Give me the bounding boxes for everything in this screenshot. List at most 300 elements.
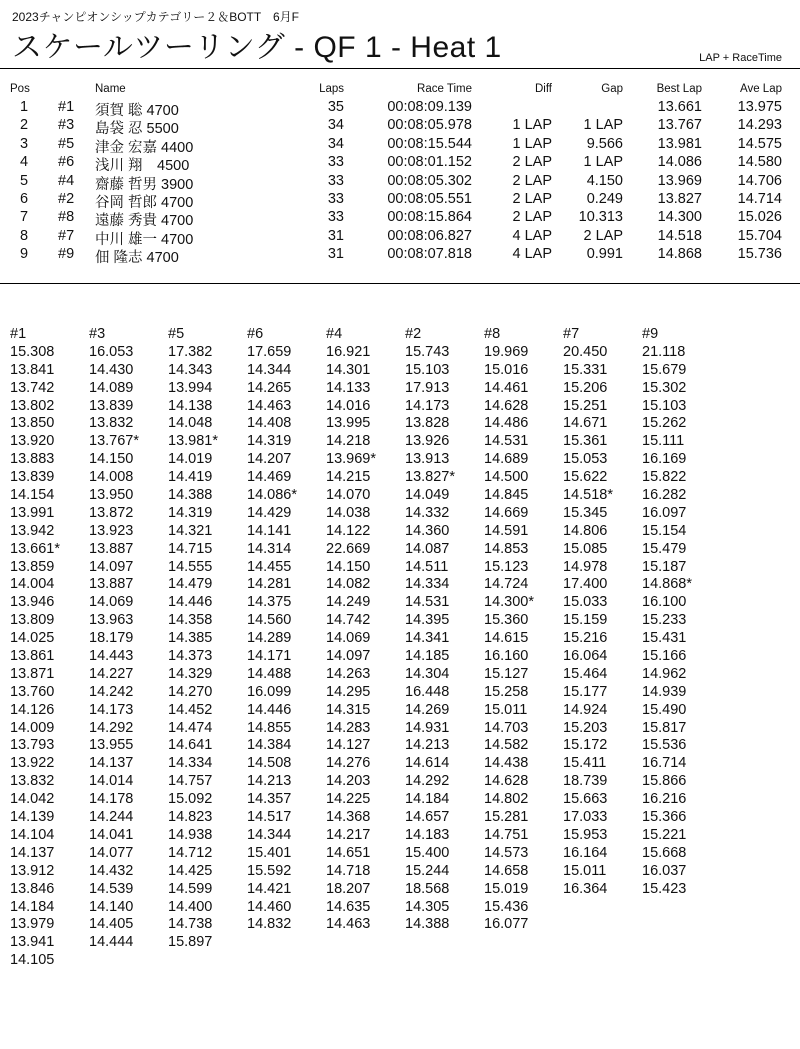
lap-time: 14.628 [484,397,529,414]
lap-column [10,326,89,970]
lap-time: 13.793 [10,737,55,754]
lap-time: 14.461 [484,379,529,396]
lap-column-header: #6 [247,326,264,342]
lap-time: 15.127 [484,665,529,682]
lap-time: 15.953 [563,826,608,843]
page-title: スケールツーリング - QF 1 - Heat 1 [12,31,502,64]
lap-time: 15.411 [563,755,607,772]
lap-time: 14.140 [89,898,134,915]
lap-time: 14.641 [168,737,213,754]
lap-time: 14.718 [326,862,371,879]
lap-time: 13.742 [10,379,55,396]
lap-time: 14.217 [326,826,371,843]
ave-lap-cell: 15.704 [737,227,782,244]
lap-time: 14.184 [405,791,450,808]
ave-lap-cell: 13.975 [737,99,782,115]
lap-time: 15.679 [642,361,687,378]
lap-time: 14.008 [89,469,134,486]
car-number-cell: #9 [58,246,75,263]
lap-time: 14.334 [405,576,450,593]
lap-time: 15.016 [484,361,529,378]
lap-time: 15.308 [10,343,55,360]
lap-time: 15.103 [405,361,450,378]
lap-time: 15.085 [563,540,608,557]
driver-name-cell: 遠藤 秀貴 4700 [95,213,194,230]
lap-time: 14.368 [326,809,371,826]
laps-cell: 33 [327,190,344,207]
race-time-cell: 00:08:05.551 [387,190,472,207]
best-lap-cell: 13.767 [657,117,702,134]
lap-time: 13.887 [89,576,134,593]
lap-time: 14.244 [89,809,134,826]
pos-cell: 8 [19,227,29,244]
lap-time: 14.357 [247,791,292,808]
pos-cell: 1 [19,99,29,115]
lap-time: 13.661* [10,540,60,557]
lap-time: 14.978 [563,558,608,575]
lap-time: 14.430 [89,361,134,378]
lap-time: 14.139 [10,809,55,826]
lap-time: 14.373 [168,648,213,665]
lap-time: 14.444 [89,934,134,951]
lap-time: 14.751 [484,826,529,843]
lap-column [326,326,405,970]
car-number-cell: #6 [58,154,75,171]
driver-name-cell: 津金 宏嘉 4400 [95,139,194,156]
lap-time: 15.053 [563,451,608,468]
diff-cell: 4 LAP [512,227,552,244]
lap-time: 15.331 [563,361,608,378]
car-number-cell: #3 [58,117,75,134]
lap-time: 15.822 [642,469,687,486]
lap-time: 14.479 [168,576,213,593]
lap-time: 14.314 [247,540,292,557]
lap-time: 14.077 [89,844,134,861]
lap-time: 14.806 [563,522,608,539]
lap-time: 15.622 [563,469,608,486]
lap-time: 14.185 [405,648,450,665]
lap-time: 14.757 [168,773,213,790]
lap-time: 15.345 [563,504,608,521]
lap-time: 13.861 [10,648,55,665]
lap-column [484,326,563,970]
lap-time: 14.388 [168,487,213,504]
race-time-cell: 00:08:05.978 [387,117,472,134]
lap-column-header: #4 [326,326,343,342]
lap-time: 14.469 [247,469,292,486]
lap-time: 14.384 [247,737,292,754]
lap-time: 14.689 [484,451,529,468]
lap-time: 15.019 [484,880,529,897]
lap-time: 14.832 [247,916,292,933]
lap-time: 15.011 [563,862,607,879]
pos-cell: 5 [19,172,29,189]
lap-time: 16.216 [642,791,687,808]
car-number-cell: #2 [58,190,75,207]
best-lap-cell: 13.661 [657,99,702,115]
gap-cell: 0.249 [586,190,623,207]
lap-time: 15.817 [642,719,687,736]
lap-time: 14.019 [168,451,213,468]
lap-time: 14.500 [484,469,529,486]
lap-time: 14.591 [484,522,529,539]
lap-time: 14.531 [484,433,529,450]
lap-time: 16.097 [642,504,687,521]
lap-time: 14.939 [642,683,687,700]
driver-name-cell: 谷岡 哲郎 4700 [95,194,194,211]
ave-lap-cell: 14.714 [737,190,782,207]
lap-time: 14.628 [484,773,529,790]
lap-time: 15.233 [642,612,687,629]
lap-time: 15.258 [484,683,529,700]
lap-time: 15.302 [642,379,687,396]
lap-time: 14.105 [10,952,55,969]
lap-time: 15.216 [563,630,608,647]
lap-time: 13.994 [168,379,213,396]
lap-time: 14.845 [484,487,529,504]
lap-time: 19.969 [484,343,529,360]
lap-time: 14.301 [326,361,371,378]
lap-time: 14.582 [484,737,529,754]
lap-time: 14.395 [405,612,450,629]
lap-column-header: #2 [405,326,422,342]
best-lap-cell: 14.518 [657,227,702,244]
lap-column [405,326,484,970]
lap-time: 15.592 [247,862,292,879]
lap-time: 15.281 [484,809,529,826]
lap-time: 16.282 [642,487,687,504]
lap-time: 14.173 [405,397,450,414]
lap-time: 14.315 [326,701,371,718]
lap-time: 18.568 [405,880,450,897]
ave-lap-cell: 15.736 [737,246,782,263]
lap-time: 13.969* [326,451,376,468]
diff-cell: 2 LAP [512,172,552,189]
lap-time: 13.871 [10,665,55,682]
ave-lap-cell: 14.580 [737,154,782,171]
gap-cell: 2 LAP [583,227,623,244]
lap-time: 14.463 [326,916,371,933]
lap-time: 14.213 [405,737,450,754]
lap-column [642,326,721,970]
header-divider [0,68,800,69]
driver-name-cell: 齋藤 哲男 3900 [95,176,194,193]
driver-name-cell: 佃 隆志 4700 [95,250,179,267]
lap-time: 13.841 [10,361,55,378]
lap-time: 14.082 [326,576,371,593]
lap-time: 14.518* [563,487,613,504]
gap-cell: 4.150 [586,172,623,189]
lap-time: 14.004 [10,576,55,593]
lap-time: 14.463 [247,397,292,414]
lap-time: 13.850 [10,415,55,432]
lap-time: 14.025 [10,630,55,647]
lap-time: 14.724 [484,576,529,593]
lap-time: 15.092 [168,791,213,808]
lap-time: 14.150 [326,558,371,575]
lap-time: 14.207 [247,451,292,468]
col-header-gap: Gap [601,83,623,95]
lap-time: 14.400 [168,898,213,915]
lap-time: 14.319 [247,433,292,450]
lap-time: 14.295 [326,683,371,700]
lap-time: 14.270 [168,683,213,700]
lap-time: 14.305 [405,898,450,915]
lap-time: 14.249 [326,594,371,611]
lap-time: 14.511 [405,558,449,575]
lap-time: 13.963 [89,612,134,629]
lap-time: 14.332 [405,504,450,521]
lap-time: 14.360 [405,522,450,539]
laps-cell: 35 [327,99,344,115]
diff-cell: 2 LAP [512,209,552,226]
ave-lap-cell: 14.575 [737,135,782,152]
lap-time: 14.265 [247,379,292,396]
lap-time: 15.866 [642,773,687,790]
lap-time: 13.946 [10,594,55,611]
lap-time: 14.615 [484,630,529,647]
lap-time: 15.663 [563,791,608,808]
lap-time: 14.283 [326,719,371,736]
lap-time: 13.846 [10,880,55,897]
lap-column-header: #3 [89,326,106,342]
lap-time: 13.828 [405,415,450,432]
lap-time: 14.531 [405,594,450,611]
laps-cell: 33 [327,172,344,189]
lap-time: 14.086* [247,487,297,504]
section-divider [0,283,800,284]
pos-cell: 2 [19,117,29,134]
lap-time: 13.872 [89,504,134,521]
lap-column-header: #8 [484,326,501,342]
lap-time: 14.319 [168,504,213,521]
col-header-laps: Laps [319,83,344,95]
lap-time: 15.668 [642,844,687,861]
best-lap-cell: 14.300 [657,209,702,226]
lap-time: 14.651 [326,844,371,861]
lap-time: 13.912 [10,862,55,879]
race-time-cell: 00:08:15.864 [387,209,472,226]
report-mode-label: LAP + RaceTime [699,52,782,64]
lap-time: 14.138 [168,397,213,414]
lap-time: 14.358 [168,612,213,629]
lap-time: 14.742 [326,612,371,629]
laps-cell: 33 [327,154,344,171]
driver-name-cell: 島袋 忍 5500 [95,121,179,138]
lap-time: 14.446 [168,594,213,611]
lap-time: 14.432 [89,862,134,879]
lap-time: 15.431 [642,630,687,647]
lap-time: 14.443 [89,648,134,665]
lap-time: 14.173 [89,701,134,718]
lap-time: 14.178 [89,791,134,808]
lap-time: 14.855 [247,719,292,736]
lap-time: 13.760 [10,683,55,700]
col-header-pos: Pos [10,83,30,95]
lap-time: 14.446 [247,701,292,718]
lap-time: 15.400 [405,844,450,861]
lap-time: 14.097 [326,648,371,665]
lap-time: 14.009 [10,719,55,736]
lap-time: 15.103 [642,397,687,414]
lap-time: 14.474 [168,719,213,736]
pos-cell: 7 [19,209,29,226]
lap-time: 15.187 [642,558,687,575]
lap-time: 15.536 [642,737,687,754]
lap-time: 14.263 [326,665,371,682]
lap-time: 14.171 [247,648,292,665]
lap-time: 14.657 [405,809,450,826]
lap-time: 14.042 [10,791,55,808]
lap-time: 14.087 [405,540,450,557]
lap-time: 15.154 [642,522,687,539]
lap-time: 13.981* [168,433,218,450]
lap-time: 14.137 [89,755,134,772]
lap-time: 14.069 [326,630,371,647]
lap-time: 14.429 [247,504,292,521]
lap-time: 16.364 [563,880,608,897]
lap-time: 18.207 [326,880,371,897]
lap-time: 14.215 [326,469,371,486]
lap-time: 15.251 [563,397,608,414]
lap-time: 14.225 [326,791,371,808]
lap-time: 14.962 [642,665,687,682]
lap-time: 16.077 [484,916,529,933]
lap-time: 22.669 [326,540,371,557]
lap-time: 14.041 [89,826,134,843]
lap-time: 16.037 [642,862,687,879]
diff-cell: 4 LAP [512,246,552,263]
lap-time: 13.839 [10,469,55,486]
lap-time: 13.859 [10,558,55,575]
lap-time: 14.573 [484,844,529,861]
race-time-cell: 00:08:09.139 [387,99,472,115]
lap-time: 17.033 [563,809,608,826]
lap-time: 13.767* [89,433,139,450]
lap-time: 17.400 [563,576,608,593]
lap-time: 13.883 [10,451,55,468]
driver-name-cell: 須賀 聡 4700 [95,103,179,119]
lap-time: 15.360 [484,612,529,629]
best-lap-cell: 13.827 [657,190,702,207]
lap-time: 15.011 [484,701,528,718]
lap-time: 16.169 [642,451,687,468]
lap-time: 14.425 [168,862,213,879]
lap-column [168,326,247,970]
ave-lap-cell: 14.706 [737,172,782,189]
lap-time: 16.064 [563,648,608,665]
gap-cell: 9.566 [586,135,623,152]
lap-time: 14.802 [484,791,529,808]
laps-cell: 34 [327,135,344,152]
lap-time: 14.183 [405,826,450,843]
lap-time: 13.995 [326,415,371,432]
lap-time: 13.922 [10,755,55,772]
driver-name-cell: 浅川 翔 4500 [95,158,190,175]
lap-time: 14.343 [168,361,213,378]
lap-time: 14.292 [89,719,134,736]
pos-cell: 4 [19,154,29,171]
lap-time: 15.244 [405,862,450,879]
gap-cell: 1 LAP [583,154,623,171]
lap-time: 14.038 [326,504,371,521]
lap-time: 14.658 [484,862,529,879]
race-time-cell: 00:08:01.152 [387,154,472,171]
lap-time: 14.122 [326,522,371,539]
lap-time: 14.049 [405,487,450,504]
lap-time: 14.150 [89,451,134,468]
lap-time: 17.382 [168,343,213,360]
laps-cell: 33 [327,209,344,226]
lap-time: 14.184 [10,898,55,915]
lap-time: 14.931 [405,719,450,736]
lap-column [563,326,642,970]
lap-time: 13.991 [10,504,55,521]
lap-time: 14.292 [405,773,450,790]
lap-time: 14.385 [168,630,213,647]
lap-time: 16.714 [642,755,687,772]
col-header-name: Name [95,83,126,95]
race-time-cell: 00:08:15.544 [387,135,472,152]
lap-time: 14.671 [563,415,608,432]
lap-time: 14.281 [247,576,292,593]
best-lap-cell: 13.969 [657,172,702,189]
lap-time: 14.137 [10,844,55,861]
lap-time: 14.635 [326,898,371,915]
lap-time: 14.924 [563,701,608,718]
lap-time: 14.141 [247,522,292,539]
lap-time: 14.104 [10,826,55,843]
lap-time: 15.479 [642,540,687,557]
lap-time: 14.853 [484,540,529,557]
lap-time: 15.172 [563,737,608,754]
gap-cell: 10.313 [578,209,623,226]
lap-time: 13.942 [10,522,55,539]
lap-time: 17.913 [405,379,450,396]
lap-time: 15.221 [642,826,687,843]
lap-time: 15.401 [247,844,292,861]
lap-time: 15.361 [563,433,608,450]
lap-column-header: #9 [642,326,659,342]
lap-time: 16.160 [484,648,529,665]
lap-time: 14.014 [89,773,134,790]
lap-time: 20.450 [563,343,608,360]
lap-column-header: #7 [563,326,580,342]
lap-time: 14.242 [89,683,134,700]
lap-time: 16.448 [405,683,450,700]
lap-time: 14.154 [10,487,55,504]
pos-cell: 3 [19,135,29,152]
lap-time: 18.179 [89,630,134,647]
lap-time: 14.133 [326,379,371,396]
lap-time: 13.941 [10,934,55,951]
lap-time: 14.127 [326,737,371,754]
lap-time: 14.703 [484,719,529,736]
lap-time: 14.203 [326,773,371,790]
lap-time: 14.405 [89,916,134,933]
lap-time: 21.118 [642,343,686,360]
lap-time: 14.460 [247,898,292,915]
lap-time: 13.832 [89,415,134,432]
lap-time: 14.070 [326,487,371,504]
lap-time: 13.802 [10,397,55,414]
lap-time: 14.517 [247,809,292,826]
lap-time: 15.111 [642,433,685,450]
lap-time: 14.334 [168,755,213,772]
lap-time: 15.033 [563,594,608,611]
car-number-cell: #7 [58,227,75,244]
lap-time: 13.832 [10,773,55,790]
